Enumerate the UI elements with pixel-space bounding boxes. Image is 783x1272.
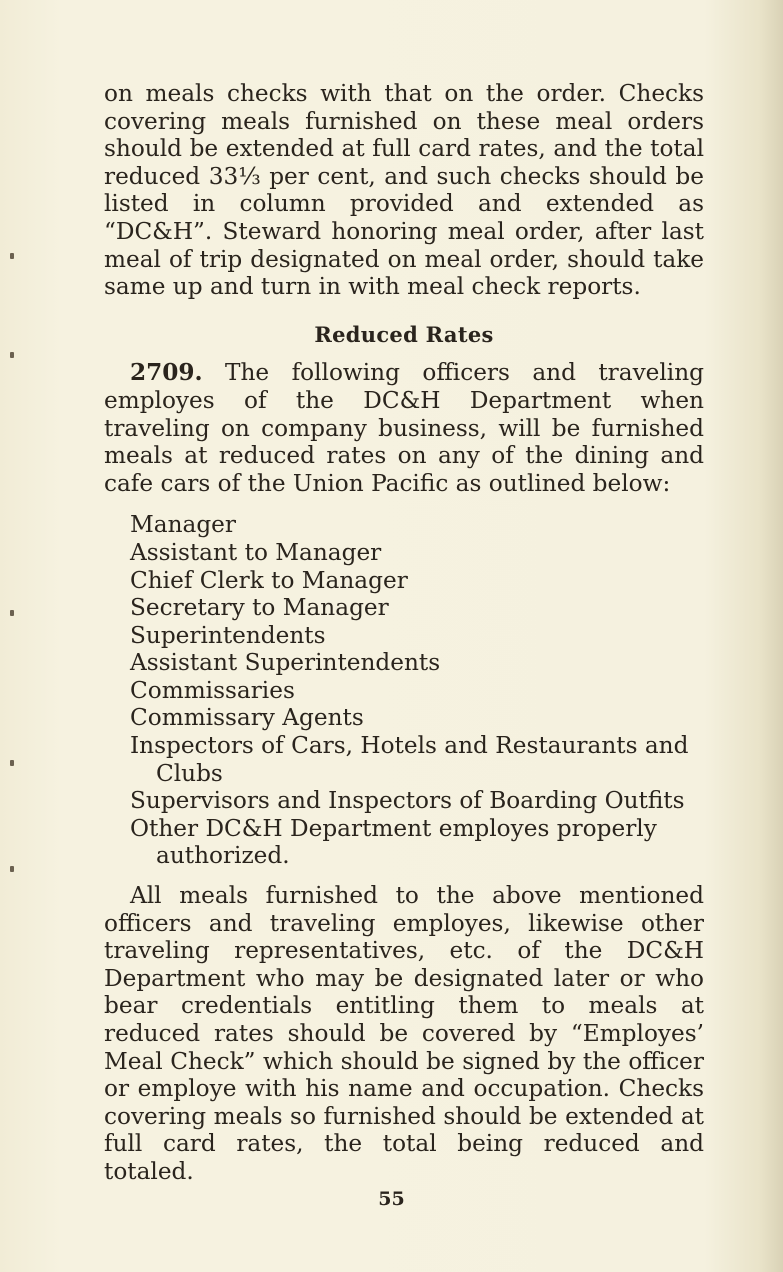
list-item: Secretary to Manager xyxy=(130,594,389,622)
page-number: 55 xyxy=(378,1188,405,1210)
page-body xyxy=(104,80,704,1186)
section-heading: Reduced Rates xyxy=(314,321,494,347)
margin-mark xyxy=(10,610,14,616)
closing-paragraph: All meals furnished to the above mentioned officers and traveling employes, likewise other traveling representatives, etc. of the DC&H Department who may be designated later or who bear credentials entitling them to meals at reduced rates should be covered by “Employes’ Meal Check” which should be signed by the officer or employe with his name and occupation. Checks covering meals so furnished should be extended at full card rates, the total being reduced and totaled. xyxy=(104,882,704,1185)
list-item: Assistant Superintendents xyxy=(130,649,441,677)
list-item: Commissaries xyxy=(130,676,295,704)
margin-mark xyxy=(10,253,14,259)
opening-paragraph: on meals checks with that on the order. Checks covering meals furnished on these meal orders should be extended at full card rates, and the total reduced 33⅓ per cent, and such checks should be listed in column provided and extended as “DC&H”. Steward honoring meal order, after last meal of trip designated on meal order, should take same up and turn in with meal check reports. xyxy=(104,80,704,301)
margin-mark xyxy=(10,760,14,766)
list-item: Manager xyxy=(130,511,236,539)
rule-intro: The following officers and traveling employes of the DC&H Department when traveling on company business, will be furnished meals at reduced rates on any of the dining and cafe cars of the Union Pacific as outlined below: xyxy=(104,359,704,497)
list-item: Other DC&H Department employes properly authorized. xyxy=(130,814,657,870)
list-item: Assistant to Manager xyxy=(130,538,382,566)
margin-mark xyxy=(10,866,14,872)
list-item: Superintendents xyxy=(130,621,326,649)
list-item: Inspectors of Cars, Hotels and Restaurants and Clubs xyxy=(130,732,689,787)
rule-paragraph xyxy=(104,359,704,497)
list-item: Chief Clerk to Manager xyxy=(130,566,408,594)
margin-mark xyxy=(10,352,14,358)
officer-list xyxy=(104,511,704,870)
list-item: Commissary Agents xyxy=(130,704,364,732)
rule-number: 2709. xyxy=(130,359,203,387)
list-item: Supervisors and Inspectors of Boarding Outfits xyxy=(130,787,685,815)
